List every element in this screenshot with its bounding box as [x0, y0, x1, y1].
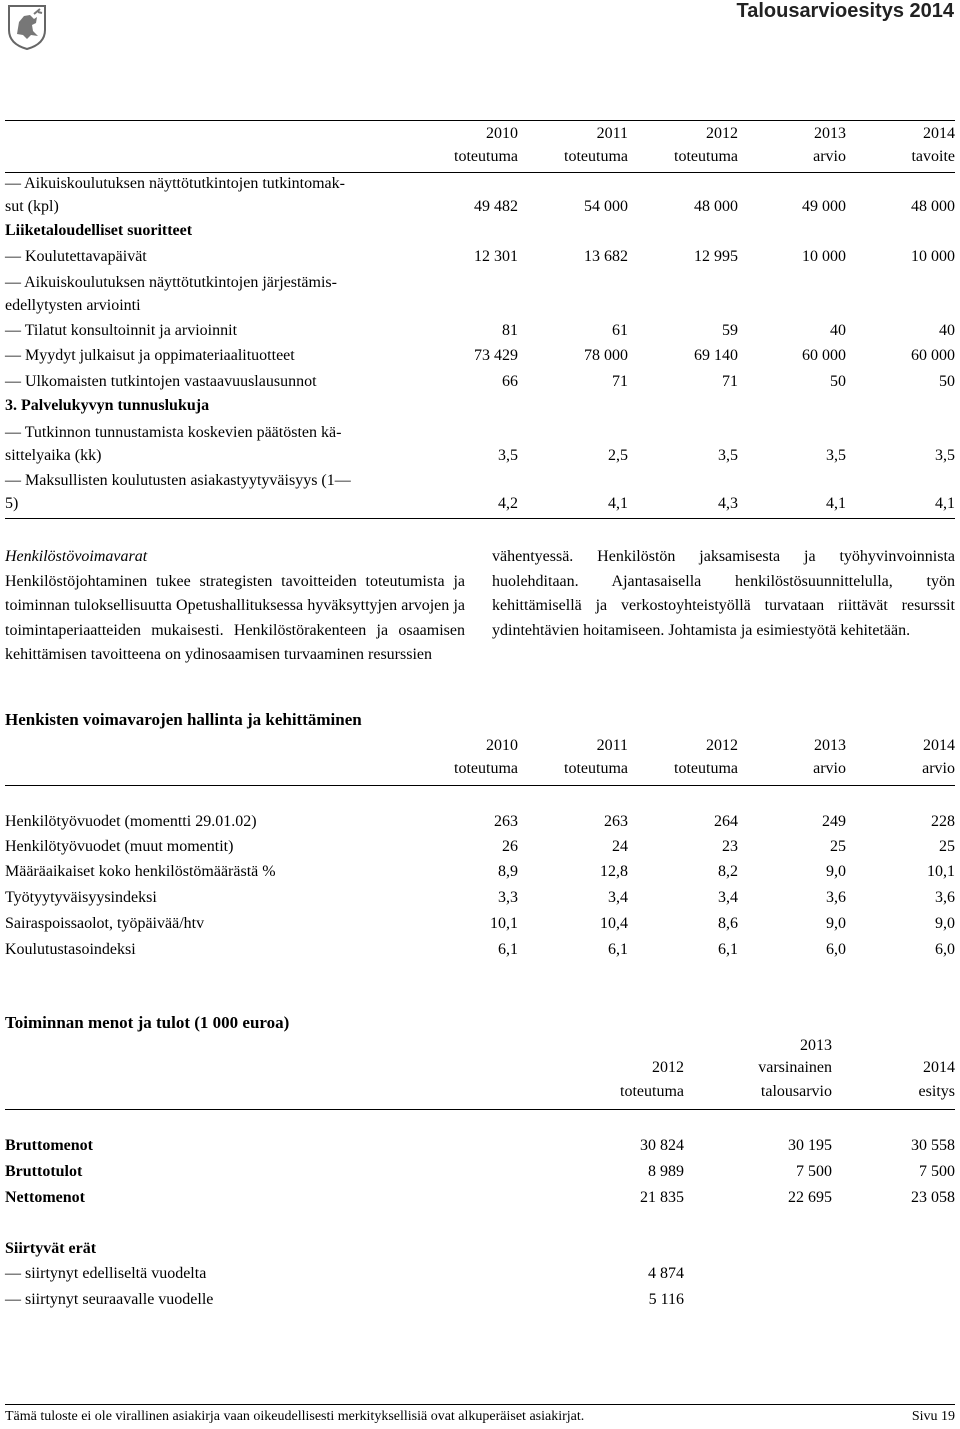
- row-label: Työtyytyväisyysindeksi: [5, 889, 157, 906]
- cell-value: 26: [502, 838, 518, 855]
- cell-value: 3,4: [718, 889, 738, 906]
- row-section-heading: 3. Palvelukyvyn tunnuslukuja: [5, 397, 210, 414]
- cell-value: 59: [722, 322, 738, 339]
- text-column-right: [492, 545, 955, 643]
- section-heading: Henkilöstövoimavarat: [5, 548, 148, 565]
- cell-value: 66: [502, 373, 518, 390]
- col-kind: arvio: [922, 760, 955, 777]
- cell-value: 60 000: [802, 347, 846, 364]
- cell-value: 10 000: [802, 248, 846, 265]
- cell-value: 249: [822, 813, 846, 830]
- footer-disclaimer: Tämä tuloste ei ole virallinen asiakirja vaan oikeudellisesti merkityksellisiä ovat alkuperäiset asiakirjat.: [5, 1409, 585, 1424]
- cell-value: 9,0: [826, 915, 846, 932]
- finland-lion-coat-of-arms-icon: [6, 4, 48, 50]
- row-label: — Myydyt julkaisut ja oppimateriaalituotteet: [5, 347, 295, 364]
- cell-value: 6,0: [935, 941, 955, 958]
- col-kind: arvio: [813, 760, 846, 777]
- col-year: 2014: [923, 125, 955, 142]
- row-label: — Aikuiskoulutuksen näyttötutkintojen tutkintomak-: [5, 175, 345, 192]
- cell-value: 8 989: [648, 1163, 684, 1180]
- row-label: Nettomenot: [5, 1189, 85, 1206]
- cell-value: 61: [612, 322, 628, 339]
- cell-value: 48 000: [911, 198, 955, 215]
- row-label: Bruttotulot: [5, 1163, 83, 1180]
- cell-value: 23 058: [911, 1189, 955, 1206]
- row-section-heading: Liiketaloudelliset suoritteet: [5, 222, 193, 239]
- cell-value: 10,4: [600, 915, 628, 932]
- table3-header-rule: [5, 1109, 955, 1110]
- col-year: 2011: [596, 737, 628, 754]
- cell-value: 10,1: [490, 915, 518, 932]
- row-label: Koulutustasoindeksi: [5, 941, 136, 958]
- cell-value: 25: [939, 838, 955, 855]
- col-year: 2012: [706, 737, 738, 754]
- cell-value: 50: [830, 373, 846, 390]
- row-label: — siirtynyt edelliseltä vuodelta: [5, 1265, 207, 1282]
- cell-value: 263: [604, 813, 628, 830]
- row-label: Bruttomenot: [5, 1137, 93, 1154]
- col-year: 2012: [706, 125, 738, 142]
- cell-value: 30 195: [788, 1137, 832, 1154]
- cell-value: 81: [502, 322, 518, 339]
- cell-value: 3,6: [935, 889, 955, 906]
- cell-value: 5 116: [648, 1291, 684, 1308]
- cell-value: 40: [939, 322, 955, 339]
- cell-value: 73 429: [474, 347, 518, 364]
- col-year: 2013: [814, 125, 846, 142]
- cell-value: 10 000: [911, 248, 955, 265]
- cell-value: 50: [939, 373, 955, 390]
- row-label: Määräaikaiset koko henkilöstömäärästä %: [5, 863, 276, 880]
- col-year: 2012: [652, 1059, 684, 1076]
- cell-value: 21 835: [640, 1189, 684, 1206]
- text-column-left: [5, 545, 465, 668]
- cell-value: 4,2: [498, 495, 518, 512]
- cell-value: 8,2: [718, 863, 738, 880]
- col-year: 2010: [486, 737, 518, 754]
- cell-value: 23: [722, 838, 738, 855]
- col-kind: arvio: [813, 148, 846, 165]
- row-label: — Aikuiskoulutuksen näyttötutkintojen järjestämis-: [5, 274, 337, 291]
- cell-value: 4,1: [826, 495, 846, 512]
- cell-value: 6,1: [608, 941, 628, 958]
- row-label: — Koulutettavapäivät: [5, 248, 147, 265]
- row-label: Henkilötyövuodet (muut momentit): [5, 838, 234, 855]
- cell-value: 4 874: [648, 1265, 684, 1282]
- col-kind: toteutuma: [564, 148, 628, 165]
- cell-value: 3,3: [498, 889, 518, 906]
- cell-value: 4,1: [608, 495, 628, 512]
- table1-bottom-rule: [5, 518, 955, 519]
- cell-value: 264: [714, 813, 738, 830]
- col-kind: toteutuma: [454, 760, 518, 777]
- col-kind: toteutuma: [620, 1083, 684, 1100]
- cell-value: 30 824: [640, 1137, 684, 1154]
- cell-value: 24: [612, 838, 628, 855]
- cell-value: 54 000: [584, 198, 628, 215]
- cell-value: 12 301: [474, 248, 518, 265]
- transfers-heading: Siirtyvät erät: [5, 1240, 97, 1257]
- row-label: sittelyaika (kk): [5, 447, 102, 464]
- cell-value: 40: [830, 322, 846, 339]
- col-kind: toteutuma: [454, 148, 518, 165]
- col-kind: toteutuma: [674, 760, 738, 777]
- cell-value: 78 000: [584, 347, 628, 364]
- cell-value: 2,5: [608, 447, 628, 464]
- cell-value: 4,3: [718, 495, 738, 512]
- row-label: sut (kpl): [5, 198, 59, 215]
- col-kind: talousarvio: [760, 1083, 832, 1100]
- row-label: — siirtynyt seuraavalle vuodelle: [5, 1291, 214, 1308]
- col-year: 2014: [923, 1059, 955, 1076]
- col-kind: tavoite: [911, 148, 955, 165]
- cell-value: 3,5: [498, 447, 518, 464]
- col-kind: varsinainen: [758, 1059, 832, 1076]
- table3-title: Toiminnan menot ja tulot (1 000 euroa): [5, 1013, 290, 1032]
- col-kind: toteutuma: [674, 148, 738, 165]
- cell-value: 12 995: [694, 248, 738, 265]
- cell-value: 3,5: [935, 447, 955, 464]
- cell-value: 22 695: [788, 1189, 832, 1206]
- col-year: 2011: [596, 125, 628, 142]
- cell-value: 9,0: [935, 915, 955, 932]
- cell-value: 263: [494, 813, 518, 830]
- cell-value: 30 558: [911, 1137, 955, 1154]
- table2-header-rule: [5, 785, 955, 786]
- col-kind: esitys: [918, 1083, 955, 1100]
- row-label: Sairaspoissaolot, työpäivää/htv: [5, 915, 205, 932]
- cell-value: 49 000: [802, 198, 846, 215]
- cell-value: 228: [931, 813, 955, 830]
- col-year: 2013: [800, 1037, 832, 1054]
- cell-value: 8,6: [718, 915, 738, 932]
- cell-value: 7 500: [919, 1163, 955, 1180]
- paragraph: Henkilöstöjohtaminen tukee strategisten tavoitteiden toteutumista ja toiminnan tuloksellisuutta Opetushallituksessa hyväksyttyjen arvojen ja toimintaperiaatteiden mukaisesti. Henkilöstörakenteen ja osaamisen kehittämisen tavoitteena on ydinosaamisen turvaaminen resurssien: [5, 572, 465, 664]
- cell-value: 10,1: [927, 863, 955, 880]
- footer-rule: [5, 1404, 955, 1405]
- cell-value: 7 500: [796, 1163, 832, 1180]
- cell-value: 4,1: [935, 495, 955, 512]
- row-label: — Tutkinnon tunnustamista koskevien päätösten kä-: [5, 424, 342, 441]
- paragraph: vähentyessä. Henkilöstön jaksamisesta ja työhyvinvoinnista huolehditaan. Ajantasaisella henkilöstösuunnittelulla, työn kehittämisellä ja verkostoyhteistyöllä turvataan riittävät resurssit ydintehtävien hoitamiseen. Johtamista ja esimiestyötä kehitetään.: [492, 548, 955, 639]
- row-label: — Maksullisten koulutusten asiakastyytyväisyys (1—: [5, 472, 351, 489]
- page-number: Sivu 19: [911, 1409, 955, 1424]
- cell-value: 25: [830, 838, 846, 855]
- cell-value: 6,0: [826, 941, 846, 958]
- table1-header-rule: [5, 172, 955, 173]
- table2-title: Henkisten voimavarojen hallinta ja kehittäminen: [5, 710, 362, 729]
- col-year: 2013: [814, 737, 846, 754]
- cell-value: 71: [722, 373, 738, 390]
- col-year: 2010: [486, 125, 518, 142]
- document-title: Talousarvioesitys 2014: [736, 0, 954, 22]
- cell-value: 3,5: [826, 447, 846, 464]
- cell-value: 69 140: [694, 347, 738, 364]
- cell-value: 9,0: [826, 863, 846, 880]
- table1-top-rule: [5, 120, 955, 121]
- cell-value: 13 682: [584, 248, 628, 265]
- cell-value: 6,1: [498, 941, 518, 958]
- row-label: edellytysten arviointi: [5, 297, 141, 314]
- row-label: — Tilatut konsultoinnit ja arvioinnit: [5, 322, 238, 339]
- cell-value: 6,1: [718, 941, 738, 958]
- row-label: Henkilötyövuodet (momentti 29.01.02): [5, 813, 257, 830]
- cell-value: 60 000: [911, 347, 955, 364]
- cell-value: 3,6: [826, 889, 846, 906]
- cell-value: 12,8: [600, 863, 628, 880]
- cell-value: 48 000: [694, 198, 738, 215]
- col-kind: toteutuma: [564, 760, 628, 777]
- cell-value: 49 482: [474, 198, 518, 215]
- col-year: 2014: [923, 737, 955, 754]
- row-label: 5): [5, 495, 19, 512]
- cell-value: 3,5: [718, 447, 738, 464]
- cell-value: 3,4: [608, 889, 628, 906]
- cell-value: 71: [612, 373, 628, 390]
- row-label: — Ulkomaisten tutkintojen vastaavuuslausunnot: [5, 373, 317, 390]
- cell-value: 8,9: [498, 863, 518, 880]
